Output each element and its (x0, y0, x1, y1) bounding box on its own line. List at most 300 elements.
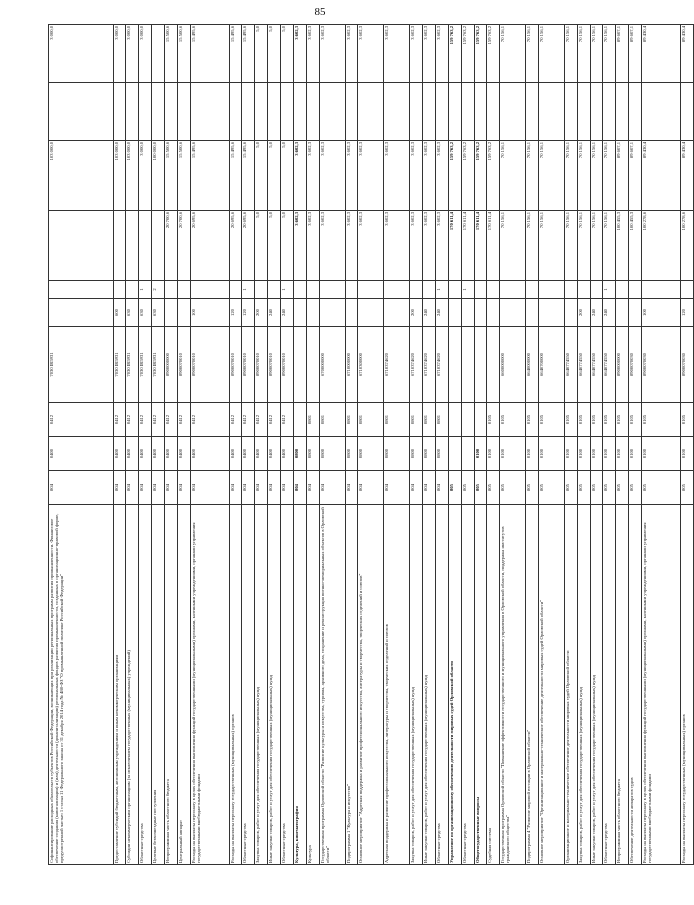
table-cell-amount-1: 70 156,1 (538, 211, 564, 281)
table-cell-amount-2: 5,0 (255, 141, 268, 211)
table-cell-target-article: 6710374620 (384, 327, 410, 403)
table-cell-name: Областные средства (461, 505, 474, 865)
table-cell-amount-4: 3 602,3 (422, 25, 435, 83)
table-cell-expense-type (487, 299, 500, 327)
table-cell-source (590, 281, 603, 299)
table-cell-expense-type (177, 299, 190, 327)
table-cell-name: Иные закупки товаров, работ и услуг для обеспечения государственных (муниципальных) нужд (268, 505, 281, 865)
table-cell-expense-type: 120 (242, 299, 255, 327)
table-cell-source: 1 (139, 281, 152, 299)
table-cell-source (487, 281, 500, 299)
table-row (126, 25, 139, 865)
table-cell-name: Адресная поддержка и развитие профессионального искусства, литературы и творчества, творческих отделений и союзов (384, 505, 410, 865)
table-cell-name: Судебная система (487, 505, 500, 865)
table-cell-amount-1: 20 695,6 (242, 211, 255, 281)
table-cell-target-article: 7030 IR5931 (152, 327, 165, 403)
table-cell-expense-type (345, 299, 358, 327)
table-cell-amount-4: 89 607,1 (629, 25, 642, 83)
table-cell-source (126, 281, 139, 299)
table-cell-grbs: 804 (358, 471, 384, 505)
table-row (410, 25, 423, 865)
table-cell-amount-3 (538, 83, 564, 141)
table-cell-amount-1: 5,0 (281, 211, 294, 281)
table-cell-target-article (487, 327, 500, 403)
table-cell-name: Подпрограмма 1 "Культура и искусство" (345, 505, 358, 865)
table-cell-section: 0400 (255, 437, 268, 471)
table-cell-name: Расходы на выплаты персоналу в целях обеспечения выполнения функций государственными (муниципальными) органами, казенными учреждениями, органами управления государственными внебюджетными фондами (190, 505, 229, 865)
table-cell-amount-4: 89 430,4 (680, 25, 693, 83)
table-row (49, 25, 114, 865)
table-cell-grbs: 804 (165, 471, 178, 505)
table-cell-grbs: 805 (680, 471, 693, 505)
table-cell-name: Управление по организационному обеспечению деятельности мировых судей Орловской области (448, 505, 461, 865)
table-cell-amount-4: 70 156,1 (603, 25, 616, 83)
table-cell-name: Общегосударственные вопросы (474, 505, 487, 865)
table-cell-grbs: 805 (474, 471, 487, 505)
table-cell-grbs: 804 (319, 471, 345, 505)
table-cell-amount-4: 3 000,0 (126, 25, 139, 83)
table-cell-grbs: 804 (410, 471, 423, 505)
table-cell-amount-1: 3 602,3 (410, 211, 423, 281)
table-cell-section: 0800 (410, 437, 423, 471)
table-cell-source (255, 281, 268, 299)
table-cell-amount-3 (306, 83, 319, 141)
table-cell-grbs: 804 (177, 471, 190, 505)
table-cell-target-article (474, 327, 487, 403)
table-cell-section: 0800 (358, 437, 384, 471)
table-cell-source (293, 281, 306, 299)
table-cell-section: 0400 (165, 437, 178, 471)
table-cell-amount-1: 70 156,1 (590, 211, 603, 281)
table-cell-subsection: 0105 (616, 403, 629, 437)
table-cell-amount-4: 70 156,1 (564, 25, 577, 83)
table-cell-section (448, 437, 461, 471)
table-cell-section: 0400 (152, 437, 165, 471)
table-cell-name: Иные закупки товаров, работ и услуг для обеспечения государственных (муниципальных) нужд (422, 505, 435, 865)
table-cell-amount-2: 70 156,1 (590, 141, 603, 211)
page-number: 85 (314, 6, 326, 18)
table-cell-section: 0400 (126, 437, 139, 471)
table-cell-amount-2: 15 500,6 (165, 141, 178, 211)
table-cell-amount-4: 3 000,0 (49, 25, 114, 83)
table-cell-expense-type (358, 299, 384, 327)
table-cell-amount-2: 103 000,0 (126, 141, 139, 211)
table-cell-subsection: 0105 (487, 403, 500, 437)
table-cell-amount-2: 89 607,1 (629, 141, 642, 211)
table-cell-target-article (293, 327, 306, 403)
table-cell-grbs: 804 (306, 471, 319, 505)
table-cell-target-article (448, 327, 461, 403)
table-cell-grbs: 805 (538, 471, 564, 505)
table-cell-section: 0800 (345, 437, 358, 471)
table-cell-subsection: 0412 (152, 403, 165, 437)
table-cell-source: 1 (435, 281, 448, 299)
table-cell-grbs: 805 (564, 471, 577, 505)
table-cell-amount-2: 3 602,3 (293, 141, 306, 211)
table-cell-source (190, 281, 229, 299)
table-cell-source (642, 281, 681, 299)
table-cell-amount-1: 100 455,3 (629, 211, 642, 281)
table-cell-expense-type: 630 (152, 299, 165, 327)
table-cell-subsection: 0105 (590, 403, 603, 437)
table-cell-source (629, 281, 642, 299)
table-cell-grbs: 804 (190, 471, 229, 505)
table-cell-expense-type: 200 (410, 299, 423, 327)
table-cell-amount-1: 20 700,6 (165, 211, 178, 281)
table-cell-amount-1: 3 602,3 (293, 211, 306, 281)
table-cell-amount-3 (680, 83, 693, 141)
table-cell-amount-1: 5,0 (268, 211, 281, 281)
table-cell-amount-3 (139, 83, 152, 141)
table-cell-amount-2: 3 000,0 (139, 141, 152, 211)
table-cell-amount-2: 159 763,2 (461, 141, 474, 211)
table-cell-source (616, 281, 629, 299)
table-cell-target-article: 7030 IR5931 (113, 327, 126, 403)
table-cell-name: Культура (306, 505, 319, 865)
table-cell-section: 0100 (474, 437, 487, 471)
table-cell-expense-type: 100 (190, 299, 229, 327)
table-cell-section: 0100 (616, 437, 629, 471)
table-cell-amount-3 (358, 83, 384, 141)
table-cell-source (319, 281, 345, 299)
table-row (603, 25, 616, 865)
table-cell-source (177, 281, 190, 299)
table-cell-subsection: 0412 (281, 403, 294, 437)
table-row (616, 25, 629, 865)
table-cell-target-article: 7030 IR5931 (126, 327, 139, 403)
table-cell-expense-type: 600 (113, 299, 126, 327)
table-cell-amount-3 (526, 83, 539, 141)
table-row (165, 25, 178, 865)
table-cell-target-article: 8900070030 (629, 327, 642, 403)
table-cell-grbs: 804 (268, 471, 281, 505)
table-cell-grbs: 805 (603, 471, 616, 505)
table-cell-subsection: 0412 (255, 403, 268, 437)
table-cell-name: Закупка товаров, работ и услуг для обеспечения государственных (муниципальных) нужд (410, 505, 423, 865)
table-cell-subsection: 0105 (538, 403, 564, 437)
table-cell-expense-type: 240 (281, 299, 294, 327)
table-cell-amount-1: 100 455,3 (616, 211, 629, 281)
table-cell-subsection (474, 403, 487, 437)
table-cell-target-article (461, 327, 474, 403)
table-cell-source (680, 281, 693, 299)
table-row (461, 25, 474, 865)
table-cell-amount-1: 5,0 (255, 211, 268, 281)
table-cell-amount-1 (126, 211, 139, 281)
table-row (435, 25, 448, 865)
table-cell-source (384, 281, 410, 299)
table-cell-amount-4: 89 430,4 (642, 25, 681, 83)
table-row (564, 25, 577, 865)
table-cell-subsection: 0412 (139, 403, 152, 437)
table-cell-target-article: 6640700000 (538, 327, 564, 403)
table-cell-amount-2: 15 500,6 (177, 141, 190, 211)
table-cell-source: 1 (603, 281, 616, 299)
table-cell-amount-2: 3 602,3 (319, 141, 345, 211)
table-row (538, 25, 564, 865)
table-cell-source: 1 (461, 281, 474, 299)
table-cell-name: Непрограммная часть областного бюджета (616, 505, 629, 865)
table-cell-amount-4: 5,0 (255, 25, 268, 83)
table-row (139, 25, 152, 865)
table-cell-amount-2: 100 000,0 (152, 141, 165, 211)
table-cell-target-article: 8900070010 (190, 327, 229, 403)
table-cell-grbs: 805 (629, 471, 642, 505)
table-cell-target-article: 8900070010 (177, 327, 190, 403)
table-cell-amount-1: 70 156,1 (603, 211, 616, 281)
table-cell-amount-1: 3 602,3 (384, 211, 410, 281)
table-cell-amount-2: 103 000,0 (49, 141, 114, 211)
table-cell-section: 0100 (590, 437, 603, 471)
table-cell-amount-4: 159 763,2 (448, 25, 461, 83)
table-cell-amount-1: 20 695,6 (229, 211, 242, 281)
table-cell-amount-2: 89 430,4 (680, 141, 693, 211)
table-cell-name: Основное мероприятие "Адресная поддержка и развитие профессионального искусства, литературы и творчества, творческих отделений и союзов" (358, 505, 384, 865)
table-cell-grbs: 805 (461, 471, 474, 505)
table-cell-amount-3 (474, 83, 487, 141)
table-cell-subsection: 0412 (113, 403, 126, 437)
table-cell-grbs: 805 (642, 471, 681, 505)
table-cell-grbs: 804 (281, 471, 294, 505)
table-cell-expense-type: 240 (603, 299, 616, 327)
table-cell-grbs: 805 (487, 471, 500, 505)
table-cell-amount-4: 3 602,3 (410, 25, 423, 83)
table-cell-amount-2: 159 763,2 (448, 141, 461, 211)
table-cell-amount-3 (165, 83, 178, 141)
table-cell-grbs: 805 (500, 471, 526, 505)
table-cell-amount-2: 70 156,1 (603, 141, 616, 211)
table-cell-subsection: 0801 (319, 403, 345, 437)
table-cell-amount-4: 3 602,3 (384, 25, 410, 83)
table-cell-section: 0100 (603, 437, 616, 471)
table-cell-target-article: 8900070010 (255, 327, 268, 403)
table-cell-subsection: 0412 (229, 403, 242, 437)
table-cell-target-article: 6640774550 (603, 327, 616, 403)
table-cell-source (229, 281, 242, 299)
table-cell-section: 0400 (281, 437, 294, 471)
table-row (526, 25, 539, 865)
table-cell-target-article: 8900070010 (242, 327, 255, 403)
table-cell-amount-2: 70 156,1 (564, 141, 577, 211)
table-cell-amount-2: 70 156,1 (577, 141, 590, 211)
table-cell-amount-4: 3 602,3 (435, 25, 448, 83)
table-cell-grbs: 804 (139, 471, 152, 505)
table-cell-expense-type (538, 299, 564, 327)
table-cell-name: Областные средства (242, 505, 255, 865)
table-row (152, 25, 165, 865)
table-cell-amount-3 (319, 83, 345, 141)
table-row (629, 25, 642, 865)
table-cell-amount-3 (293, 83, 306, 141)
table-cell-amount-3 (384, 83, 410, 141)
table-cell-subsection: 0412 (126, 403, 139, 437)
table-cell-name: Субсидии некоммерческим организациям (за исключением государственных (муниципальных) учреждений) (126, 505, 139, 865)
table-cell-name: Целевые безвозмездные поступления (152, 505, 165, 865)
table-cell-amount-2: 15 495,6 (229, 141, 242, 211)
table-row (255, 25, 268, 865)
table-cell-source (306, 281, 319, 299)
table-cell-amount-2: 159 763,2 (487, 141, 500, 211)
table-row (319, 25, 345, 865)
table-cell-source (474, 281, 487, 299)
table-cell-section: 0400 (177, 437, 190, 471)
table-cell-amount-4: 159 763,2 (487, 25, 500, 83)
table-row (229, 25, 242, 865)
table-cell-amount-3 (268, 83, 281, 141)
table-cell-target-article: 8900070010 (281, 327, 294, 403)
table-cell-name: Областные средства (603, 505, 616, 865)
table-cell-section: 0400 (49, 437, 114, 471)
table-cell-source (526, 281, 539, 299)
table-cell-section: 0400 (229, 437, 242, 471)
table-row (345, 25, 358, 865)
table-row (190, 25, 229, 865)
table-cell-amount-4: 15 495,6 (242, 25, 255, 83)
table-cell-amount-4: 70 156,1 (590, 25, 603, 83)
table-cell-target-article: 8900000000 (165, 327, 178, 403)
table-cell-expense-type: 200 (577, 299, 590, 327)
table-cell-amount-4: 3 602,3 (293, 25, 306, 83)
table-cell-section: 0100 (629, 437, 642, 471)
table-cell-name: Культура, кинематография (293, 505, 306, 865)
table-cell-expense-type (165, 299, 178, 327)
table-cell-source: 2 (152, 281, 165, 299)
table-cell-amount-1: 70 156,1 (526, 211, 539, 281)
table-cell-expense-type: 240 (590, 299, 603, 327)
table-cell-section: 0100 (577, 437, 590, 471)
table-cell-subsection: 0412 (190, 403, 229, 437)
table-cell-amount-3 (642, 83, 681, 141)
table-row (113, 25, 126, 865)
table-cell-name: Государственная программа Орловской области "Повышение эффективности государственного и муниципального управления в Орловской области, поддержка институтов гражданского общества" (500, 505, 526, 865)
table-cell-subsection: 0801 (358, 403, 384, 437)
table-cell-amount-1: 170 611,4 (461, 211, 474, 281)
rotated-page-content (48, 25, 686, 865)
table-cell-expense-type (293, 299, 306, 327)
table-cell-section: 0400 (268, 437, 281, 471)
table-cell-subsection: 0412 (177, 403, 190, 437)
table-cell-amount-4: 70 156,1 (526, 25, 539, 83)
table-cell-amount-3 (126, 83, 139, 141)
table-cell-grbs: 804 (229, 471, 242, 505)
table-cell-source (448, 281, 461, 299)
table-cell-amount-1: 20 695,6 (190, 211, 229, 281)
table-cell-expense-type: 120 (229, 299, 242, 327)
table-cell-name: Центральный аппарат (177, 505, 190, 865)
table-cell-target-article: 6710374620 (410, 327, 423, 403)
table-cell-amount-3 (190, 83, 229, 141)
table-cell-amount-3 (629, 83, 642, 141)
table-cell-grbs: 804 (435, 471, 448, 505)
table-cell-source (113, 281, 126, 299)
table-cell-source (358, 281, 384, 299)
table-cell-source (49, 281, 114, 299)
table-cell-amount-3 (242, 83, 255, 141)
table-cell-expense-type: 630 (126, 299, 139, 327)
table-cell-amount-4: 3 000,0 (139, 25, 152, 83)
table-cell-subsection: 0412 (165, 403, 178, 437)
table-cell-amount-2: 3 602,3 (345, 141, 358, 211)
table-cell-section: 0100 (538, 437, 564, 471)
table-cell-expense-type (319, 299, 345, 327)
table-cell-amount-4: 15 500,6 (177, 25, 190, 83)
table-cell-section: 0100 (500, 437, 526, 471)
table-cell-amount-1: 70 156,1 (500, 211, 526, 281)
table-cell-source (538, 281, 564, 299)
table-cell-amount-2: 3 602,3 (422, 141, 435, 211)
table-cell-amount-1: 70 156,1 (564, 211, 577, 281)
table-cell-subsection: 0801 (384, 403, 410, 437)
table-cell-target-article: 7030 IR5931 (49, 327, 114, 403)
table-cell-amount-3 (564, 83, 577, 141)
table-cell-name: Закупка товаров, работ и услуг для обеспечения государственных (муниципальных) нужд (577, 505, 590, 865)
table-cell-subsection: 0801 (435, 403, 448, 437)
table-cell-subsection: 0412 (242, 403, 255, 437)
table-cell-expense-type (629, 299, 642, 327)
table-cell-grbs: 804 (113, 471, 126, 505)
table-cell-amount-2: 15 495,6 (190, 141, 229, 211)
table-cell-subsection: 0801 (410, 403, 423, 437)
table-cell-grbs: 805 (616, 471, 629, 505)
table-cell-amount-4: 70 156,1 (500, 25, 526, 83)
table-cell-section: 0800 (293, 437, 306, 471)
table-cell-amount-2: 70 156,1 (538, 141, 564, 211)
table-cell-amount-3 (49, 83, 114, 141)
table-cell-amount-3 (603, 83, 616, 141)
table-cell-target-article: 8900000000 (616, 327, 629, 403)
table-cell-target-article: 8900070010 (268, 327, 281, 403)
table-row (487, 25, 500, 865)
table-cell-name: Основное мероприятие "Организационное и материально-техническое обеспечение деятельности мировых судей Орловской области" (538, 505, 564, 865)
table-row (384, 25, 410, 865)
table-row (642, 25, 681, 865)
table-cell-amount-4: 3 602,3 (345, 25, 358, 83)
table-cell-amount-2: 159 763,2 (474, 141, 487, 211)
table-cell-grbs: 804 (422, 471, 435, 505)
table-cell-amount-3 (448, 83, 461, 141)
table-cell-grbs: 804 (384, 471, 410, 505)
table-row (680, 25, 693, 865)
table-row (242, 25, 255, 865)
table-cell-target-article: 6710300000 (358, 327, 384, 403)
table-cell-subsection: 0105 (577, 403, 590, 437)
table-cell-subsection: 0105 (629, 403, 642, 437)
table-cell-target-article (306, 327, 319, 403)
table-cell-amount-3 (616, 83, 629, 141)
table-cell-target-article: 6640774550 (590, 327, 603, 403)
table-cell-expense-type: 100 (642, 299, 681, 327)
budget-table (48, 24, 694, 865)
table-cell-subsection: 0105 (500, 403, 526, 437)
table-cell-amount-4: 70 156,1 (577, 25, 590, 83)
table-cell-amount-2: 70 156,1 (526, 141, 539, 211)
table-cell-subsection: 0105 (603, 403, 616, 437)
table-cell-grbs: 805 (448, 471, 461, 505)
table-cell-subsection (448, 403, 461, 437)
table-cell-section: 0100 (642, 437, 681, 471)
table-cell-amount-1: 70 156,1 (577, 211, 590, 281)
table-cell-amount-4: 89 607,1 (616, 25, 629, 83)
table-row (177, 25, 190, 865)
table-cell-amount-3 (590, 83, 603, 141)
table-cell-amount-2: 89 430,4 (642, 141, 681, 211)
table-row (268, 25, 281, 865)
table-cell-name: Областные средства (281, 505, 294, 865)
table-cell-target-article: 8900070030 (680, 327, 693, 403)
table-cell-amount-2: 3 602,3 (358, 141, 384, 211)
table-cell-amount-4: 3 602,3 (319, 25, 345, 83)
table-cell-amount-4: 15 495,6 (229, 25, 242, 83)
